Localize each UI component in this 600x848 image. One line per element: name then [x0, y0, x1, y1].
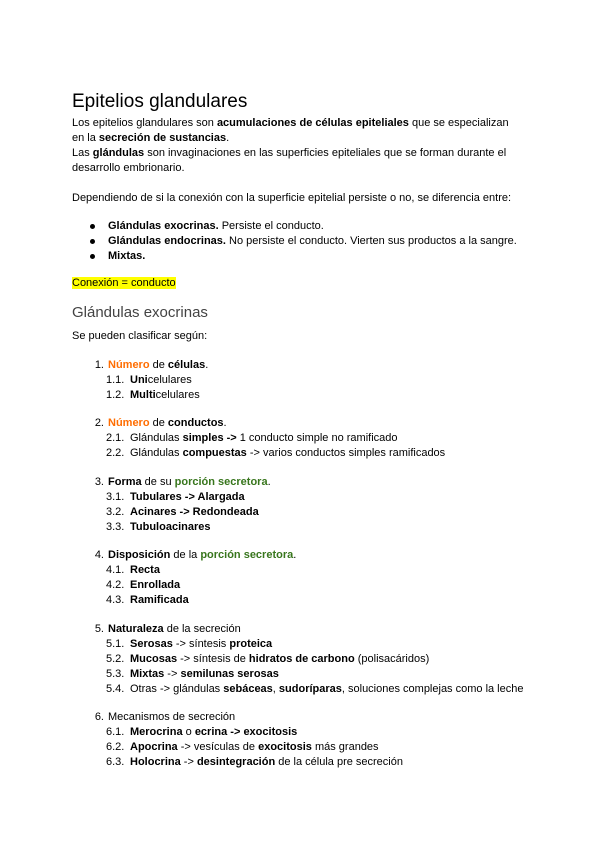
subitem-text: celulares [155, 389, 200, 401]
gland-type-list [72, 219, 517, 264]
subitem-bold: sebáceas [223, 683, 273, 695]
item-text: de [149, 417, 168, 429]
subitem-bold: Holocrina [130, 756, 181, 768]
subitem-text: 1 conducto simple no ramificado [236, 432, 398, 444]
subitem-bold: exocitosis [243, 726, 298, 738]
subitem-text: celulares [147, 374, 192, 386]
bullet-bold: Glándulas exocrinas. [108, 220, 219, 232]
subitem-number: 2.2. [106, 447, 125, 459]
subitem-number: 5.4. [106, 683, 125, 695]
subitem-bold: Uni [130, 374, 148, 386]
subitem-number: 5.1. [106, 638, 125, 650]
subitem-bold: hidratos de carbono [248, 653, 355, 665]
intro-bold: secreción de sustancias [98, 132, 227, 144]
intro-bold: acumulaciones de células epiteliales [216, 117, 409, 129]
subitem-bold: Apocrina [130, 741, 178, 753]
item-bold: células [167, 359, 206, 371]
subitem-number: 1.2. [106, 389, 125, 401]
subitem-text: -> vesículas de [177, 741, 259, 753]
list-item [72, 234, 517, 249]
page-title: Epitelios glandulares [72, 91, 248, 112]
subitem-number: 6.3. [106, 756, 125, 768]
subitem-bold: desintegración [196, 756, 276, 768]
subitem-text: , [272, 683, 279, 695]
subitem-bold: compuestas [182, 447, 247, 459]
subitem-bold: Recta [130, 564, 160, 576]
bullet-icon [90, 254, 95, 259]
bullet-icon [90, 239, 95, 244]
subitem-text: -> [180, 756, 197, 768]
item-bold: conductos [167, 417, 224, 429]
subitem-text: (polisacáridos) [354, 653, 430, 665]
item-text: Mecanismos de secreción [108, 711, 236, 723]
subitem-text: , soluciones complejas como la leche [341, 683, 524, 695]
subitem-bold: Tubulares -> Alargada [130, 491, 245, 503]
intro-paragraph [72, 116, 509, 176]
intro-bold: glándulas [92, 147, 145, 159]
item-number: 5. [94, 623, 104, 635]
subitem-bold: -> [227, 726, 244, 738]
item-text: de su [141, 476, 175, 488]
subitem-text: -> síntesis de [177, 653, 249, 665]
subitem-number: 3.1. [106, 491, 125, 503]
subitem-bold: semilunas serosas [180, 668, 279, 680]
subitem-number: 5.3. [106, 668, 125, 680]
subitem-number: 4.2. [106, 579, 125, 591]
item-text: de [149, 359, 168, 371]
item-bold: Forma [108, 476, 142, 488]
subitem-text: más grandes [311, 741, 379, 753]
subitem-text: Glándulas [130, 447, 183, 459]
item-text: . [267, 476, 271, 488]
difference-paragraph: Dependiendo de si la conexión con la superficie epitelial persiste o no, se diferencia entre: [72, 192, 512, 204]
subitem-bold: Tubuloacinares [130, 521, 211, 533]
subitem-text: -> [164, 668, 181, 680]
subitem-bold: sudoríparas [278, 683, 342, 695]
subitem-bold: Enrollada [130, 579, 181, 591]
item-text: . [205, 359, 209, 371]
item-text: de la [170, 549, 201, 561]
highlighted-note: Conexión = conducto [72, 277, 176, 289]
bullet-bold: Glándulas endocrinas. [108, 235, 226, 247]
item-text: . [293, 549, 297, 561]
intro-text: en la [72, 132, 99, 144]
intro-text: desarrollo embrionario. [72, 162, 185, 174]
item-bold: Disposición [108, 549, 171, 561]
list-item [72, 249, 517, 264]
item-highlight: porción secretora [174, 476, 268, 488]
bullet-text: Persiste el conducto. [218, 220, 324, 232]
subitem-bold: proteica [229, 638, 273, 650]
subitem-text: o [182, 726, 195, 738]
item-number: 4. [94, 549, 104, 561]
subitem-number: 5.2. [106, 653, 125, 665]
subitem-number: 4.1. [106, 564, 125, 576]
subitem-bold: ecrina [194, 726, 228, 738]
item-bold: Naturaleza [108, 623, 164, 635]
subitem-bold: Acinares -> Redondeada [130, 506, 259, 518]
item-number: 3. [94, 476, 104, 488]
subitem-number: 1.1. [106, 374, 125, 386]
subitem-text: -> varios conductos simples ramificados [246, 447, 446, 459]
subitem-bold: Ramificada [130, 594, 189, 606]
subitem-bold: Mixtas [130, 668, 165, 680]
intro-text: Los epitelios glandulares son [72, 117, 217, 129]
bullet-text: No persiste el conducto. Vierten sus productos a la sangre. [225, 235, 517, 247]
subitem-number: 6.2. [106, 741, 125, 753]
subitem-number: 6.1. [106, 726, 125, 738]
subitem-bold: Merocrina [130, 726, 183, 738]
section-heading: Glándulas exocrinas [72, 304, 208, 321]
list-item [72, 219, 517, 234]
intro-text: que se especializan [408, 117, 509, 129]
subitem-text: Otras -> glándulas [130, 683, 224, 695]
subitem-number: 2.1. [106, 432, 125, 444]
bullet-icon [90, 224, 95, 229]
item-number: 6. [94, 711, 104, 723]
subitem-number: 3.2. [106, 506, 125, 518]
subitem-number: 4.3. [106, 594, 125, 606]
item-text: . [223, 417, 227, 429]
classify-paragraph: Se pueden clasificar según: [72, 330, 208, 342]
intro-text: son invaginaciones en las superficies epiteliales que se forman durante el [144, 147, 507, 159]
subitem-text: de la célula pre secreción [275, 756, 403, 768]
item-highlight: porción secretora [200, 549, 294, 561]
bullet-bold: Mixtas. [108, 250, 146, 262]
subitem-bold: simples -> [182, 432, 237, 444]
item-highlight: Número [108, 417, 150, 429]
subitem-bold: Multi [130, 389, 156, 401]
subitem-bold: Serosas [130, 638, 173, 650]
item-highlight: Número [108, 359, 150, 371]
intro-text: Las [72, 147, 93, 159]
subitem-bold: Mucosas [130, 653, 178, 665]
item-text: de la secreción [163, 623, 241, 635]
subitem-text: -> síntesis [172, 638, 230, 650]
item-number: 2. [94, 417, 104, 429]
item-number: 1. [94, 359, 104, 371]
subitem-text: Glándulas [130, 432, 183, 444]
subitem-bold: exocitosis [258, 741, 312, 753]
subitem-number: 3.3. [106, 521, 125, 533]
intro-text: . [226, 132, 230, 144]
